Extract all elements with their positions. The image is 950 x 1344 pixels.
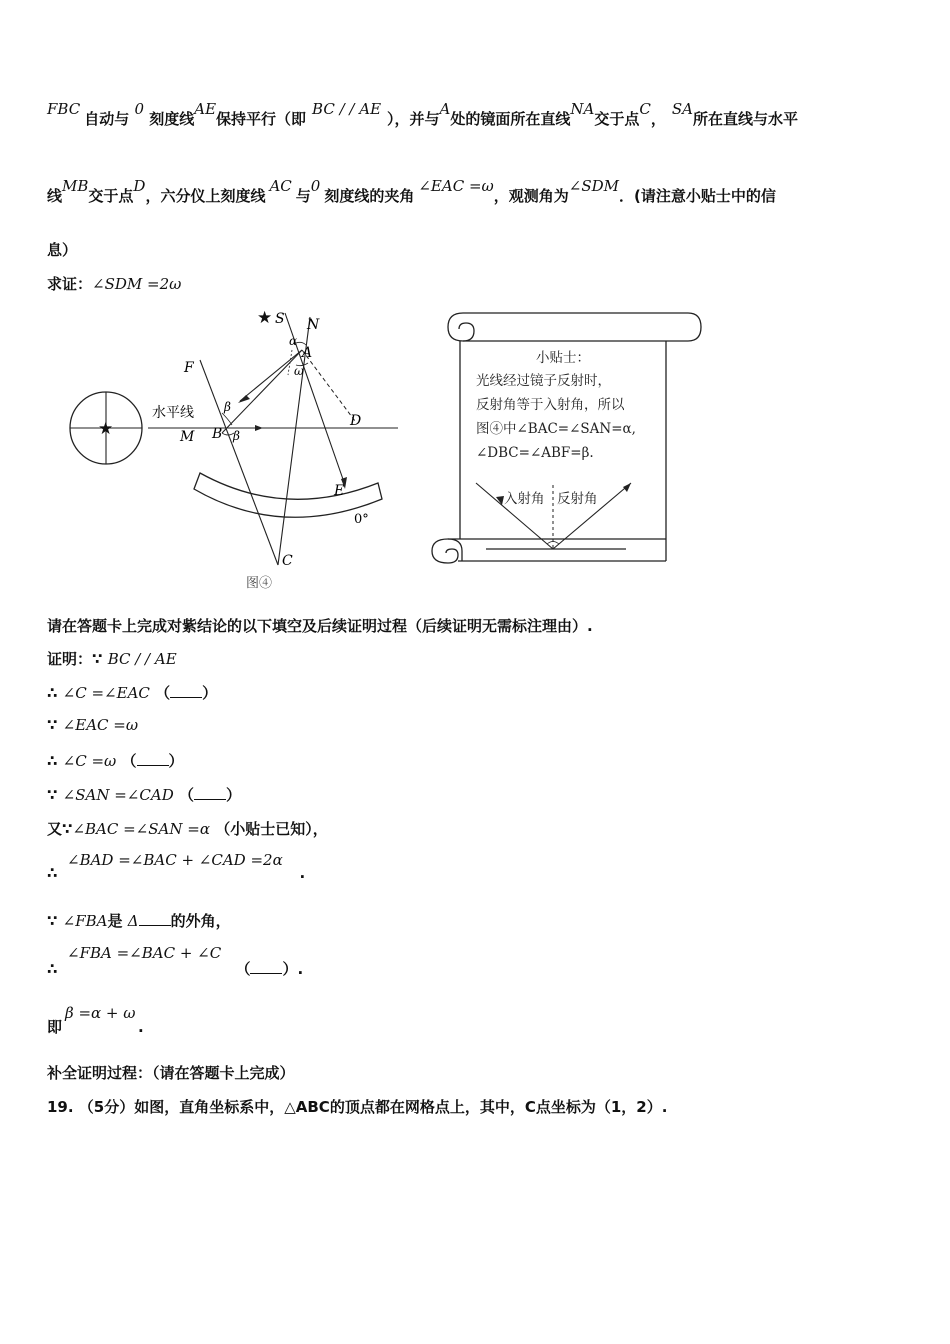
text: ） — [202, 684, 218, 702]
text: 又∵ — [47, 820, 73, 838]
text: ）. — [282, 960, 304, 978]
text: 所在直线与水平 — [693, 110, 799, 128]
math-zero: 0 — [134, 100, 144, 118]
because-symbol: ∵ — [47, 912, 58, 930]
text-line-2 — [47, 177, 776, 206]
therefore-symbol: ∴ — [47, 960, 58, 978]
math-ae: AE — [194, 100, 217, 118]
text-line-3: 息） — [47, 241, 78, 259]
text: 线 — [47, 187, 63, 205]
label-horizontal: 水平线 — [152, 405, 194, 421]
text: ），并与 — [387, 110, 440, 128]
line-fc — [200, 360, 278, 565]
text: 即 — [47, 1018, 63, 1036]
triangle-symbol: Δ — [127, 912, 139, 930]
text: 的外角， — [170, 912, 231, 930]
text: 自动与 — [84, 110, 130, 128]
tip-incident-angle: 入射角 — [504, 491, 545, 507]
label-f: F — [184, 360, 194, 376]
math: ∠SAN =∠CAD — [62, 786, 174, 804]
math: ∠EAC =ω — [62, 716, 139, 734]
math: ∠BAC =∠SAN =α — [72, 820, 210, 838]
tip-title: 小贴士： — [536, 350, 590, 366]
proof-line-3 — [47, 716, 138, 734]
proof-line-9-sym — [47, 958, 303, 979]
text: ，观测角为 — [493, 187, 569, 205]
proof-line-7-sym — [47, 864, 305, 882]
label-alpha: α — [289, 334, 298, 348]
label-c: C — [282, 553, 293, 569]
text: . — [138, 1018, 144, 1036]
tip-line-3: 图④中∠BAC=∠SAN=α, — [476, 421, 636, 437]
math-bc-parallel-ae: BC / / AE — [312, 100, 382, 118]
label-b: B — [212, 426, 223, 442]
math-sa: SA — [671, 100, 693, 118]
math-c: C — [639, 100, 651, 118]
proof-line-1 — [47, 648, 177, 669]
math-sdm: ∠SDM — [568, 177, 620, 195]
proof-line-4 — [47, 750, 184, 771]
text: 处的镜面所在直线 — [450, 110, 571, 128]
text: . — [299, 864, 306, 882]
label-beta-2: β — [233, 429, 240, 443]
tip-scroll — [418, 305, 708, 575]
text: 与 — [295, 187, 311, 205]
tip-reflect-angle: 反射角 — [557, 491, 598, 507]
text: 交于点 — [594, 110, 640, 128]
text: ，六分仪上刻度线 — [145, 187, 266, 205]
math: ∠FBA — [62, 912, 108, 930]
prove-label: 求证： — [47, 275, 93, 293]
label-m: M — [180, 429, 195, 445]
proof-line-10 — [47, 1016, 144, 1037]
math-d: D — [133, 177, 146, 195]
text: ） — [225, 786, 241, 804]
math-zero: 0 — [310, 177, 321, 195]
math: ∠BAD =∠BAC + ∠CAD =2α — [67, 851, 283, 869]
blank-reason-2[interactable] — [137, 753, 169, 766]
text: 刻度线的夹角 — [324, 187, 415, 205]
star-s-icon: ★ — [257, 308, 273, 328]
blank-triangle[interactable] — [139, 913, 171, 926]
text: 是 — [107, 912, 123, 930]
instruction-text: 请在答题卡上完成对紫结论的以下填空及后续证明过程（后续证明无需标注理由）. — [47, 617, 593, 635]
label-d: D — [350, 413, 362, 429]
text: （ — [178, 786, 194, 804]
text: （小贴士已知）， — [215, 820, 328, 838]
math-na: NA — [570, 100, 595, 118]
prove-expr: ∠SDM =2ω — [92, 275, 182, 293]
proof-line-6 — [47, 818, 328, 839]
because-symbol: ∵ — [47, 716, 58, 734]
text: （ — [155, 684, 171, 702]
text: 保持平行（即 — [216, 110, 307, 128]
text-line-1 — [47, 100, 799, 129]
blank-reason-3[interactable] — [194, 787, 226, 800]
math: ∠C =∠EAC — [62, 684, 150, 702]
star-icon: ★ — [98, 419, 114, 439]
math-fbc: FBC — [47, 100, 81, 118]
label-e: E — [334, 483, 345, 499]
proof-line-8 — [47, 910, 231, 931]
proof-line-5 — [47, 784, 241, 805]
text: ．(请注意小贴士中的信 — [619, 187, 776, 205]
prove-statement — [47, 273, 181, 294]
tip-line-4: ∠DBC=∠ABF=β. — [476, 445, 594, 461]
proof-line-2 — [47, 682, 217, 703]
text: （ — [235, 960, 251, 978]
therefore-symbol: ∴ — [47, 752, 58, 770]
text: 证明： — [47, 650, 93, 668]
label-beta-1: β — [224, 400, 231, 414]
math: BC / / AE — [107, 650, 177, 668]
tip-line-1: 光线经过镜子反射时， — [476, 373, 611, 389]
text: 交于点 — [88, 187, 134, 205]
blank-reason-4[interactable] — [250, 961, 282, 974]
math-eac-omega: ∠EAC =ω — [418, 177, 494, 195]
tip-line-2: 反射角等于入射角，所以 — [476, 397, 625, 413]
complete-proof-prompt: 补全证明过程：（请在答题卡上完成） — [47, 1064, 295, 1082]
therefore-symbol: ∴ — [47, 864, 58, 882]
figure-4 — [60, 305, 410, 595]
label-s: S — [275, 311, 285, 327]
math-mb: MB — [62, 177, 89, 195]
because-symbol: ∵ — [47, 786, 58, 804]
blank-reason-1[interactable] — [170, 685, 202, 698]
text: ） — [168, 752, 184, 770]
label-n: N — [307, 317, 320, 333]
therefore-symbol: ∴ — [47, 684, 58, 702]
question-19: 19. （5分）如图，直角坐标系中，△ABC的顶点都在网格点上，其中，C点坐标为（1，2）. — [47, 1098, 668, 1116]
label-omega: ω — [294, 364, 304, 378]
label-a: A — [302, 345, 313, 361]
arc-scale — [194, 473, 382, 517]
text: ， — [650, 110, 666, 128]
math: β =α + ω — [65, 1004, 136, 1022]
because-symbol: ∵ — [92, 650, 103, 668]
ray-ab — [240, 350, 302, 401]
label-zero-degree: 0° — [354, 512, 369, 527]
math: ∠C =ω — [62, 752, 117, 770]
figure-caption: 图④ — [246, 576, 273, 591]
math-ac: AC — [269, 177, 292, 195]
math: ∠FBA =∠BAC + ∠C — [67, 944, 222, 962]
text: 刻度线 — [149, 110, 195, 128]
text: （ — [121, 752, 137, 770]
math-a: A — [439, 100, 451, 118]
